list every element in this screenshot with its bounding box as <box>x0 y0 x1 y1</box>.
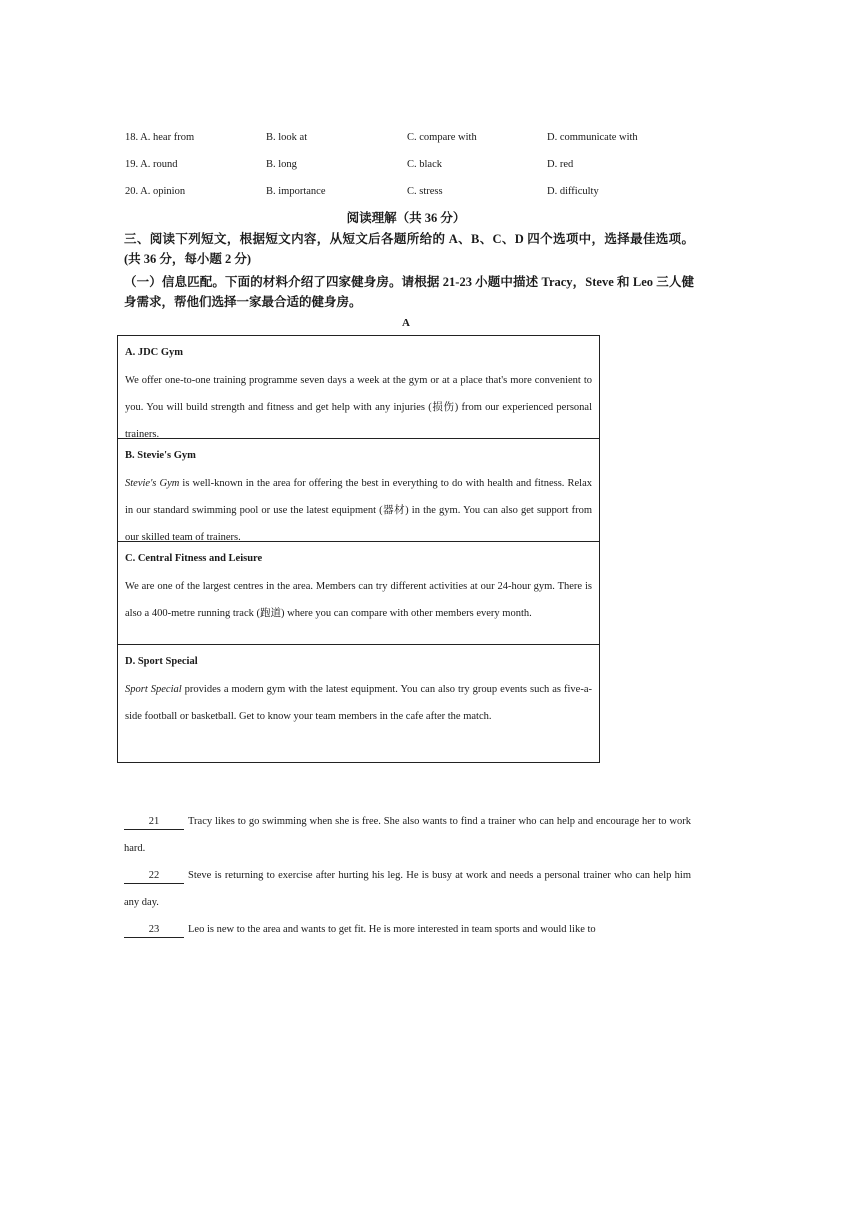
question-text: Steve is returning to exercise after hurting his leg. He is busy at work and needs a personal trainer who can help him any day. <box>124 870 691 908</box>
option-a: 19. A. round <box>125 159 178 170</box>
sub-instruction: （一）信息匹配。下面的材料介绍了四家健身房。请根据 21-23 小题中描述 Tracy，Steve 和 Leo 三人健身需求，帮他们选择一家最合适的健身房。 <box>124 275 694 309</box>
question-23 <box>124 916 691 943</box>
answer-blank[interactable]: 23 <box>124 923 184 938</box>
gym-description <box>125 676 592 730</box>
question-21 <box>124 808 691 862</box>
option-c: C. stress <box>407 186 443 197</box>
option-a: 18. A. hear from <box>125 132 195 143</box>
section-title: 阅读理解（共 36 分） <box>346 211 466 225</box>
passage-letter: A <box>402 317 410 329</box>
gym-description-text: is well-known in the area for offering the best in everything to do with health and fitness. Relax in our standard swimming pool or use the latest equipment (器材) in the gym. You can also get support from our skilled team of trainers. <box>125 478 592 543</box>
gym-description-text: provides a modern gym with the latest equipment. You can also try group events such as five-a-side football or basketball. Get to know your team members in the cafe after the match. <box>125 684 592 722</box>
question-text: Leo is new to the area and wants to get fit. He is more interested in team sports and would like to <box>188 924 596 935</box>
gym-name: B. Stevie's Gym <box>125 450 196 461</box>
option-b: B. look at <box>266 132 308 143</box>
option-c: C. compare with <box>407 132 477 143</box>
question-18-options <box>125 132 745 150</box>
option-d: D. difficulty <box>547 186 599 197</box>
gym-table <box>117 335 600 763</box>
option-b: B. long <box>266 159 297 170</box>
option-d: D. communicate with <box>547 132 638 143</box>
option-d: D. red <box>547 159 574 170</box>
gym-name-italic: Stevie's Gym <box>125 478 180 489</box>
gym-cell <box>118 336 599 439</box>
gym-cell <box>118 439 599 542</box>
answer-blank[interactable]: 22 <box>124 869 184 884</box>
question-20-options <box>125 186 745 204</box>
question-19-options <box>125 159 745 177</box>
option-b: B. importance <box>266 186 326 197</box>
gym-cell <box>118 542 599 645</box>
answer-blank[interactable]: 21 <box>124 815 184 830</box>
option-a: 20. A. opinion <box>125 186 186 197</box>
question-22 <box>124 862 691 916</box>
gym-name-italic: Sport Special <box>125 684 182 695</box>
option-c: C. black <box>407 159 442 170</box>
gym-cell <box>118 645 599 762</box>
gym-name: C. Central Fitness and Leisure <box>125 553 263 564</box>
gym-description: We are one of the largest centres in the area. Members can try different activities at our 24-hour gym. There is also a 400-metre running track (跑道) where you can compare with other members every month. <box>125 581 592 619</box>
gym-description <box>125 470 592 551</box>
gym-description: We offer one-to-one training programme seven days a week at the gym or at a place that's more convenient to you. You will build strength and fitness and get help with any injuries (损伤) from our experienced personal trainers. <box>125 375 592 440</box>
gym-name: D. Sport Special <box>125 656 198 667</box>
gym-name: A. JDC Gym <box>125 347 184 358</box>
section-instruction: 三、阅读下列短文，根据短文内容，从短文后各题所给的 A、B、C、D 四个选项中，选择最佳选项。(共 36 分，每小题 2 分) <box>124 232 694 266</box>
question-text: Tracy likes to go swimming when she is free. She also wants to find a trainer who can help and encourage her to work hard. <box>124 816 691 854</box>
